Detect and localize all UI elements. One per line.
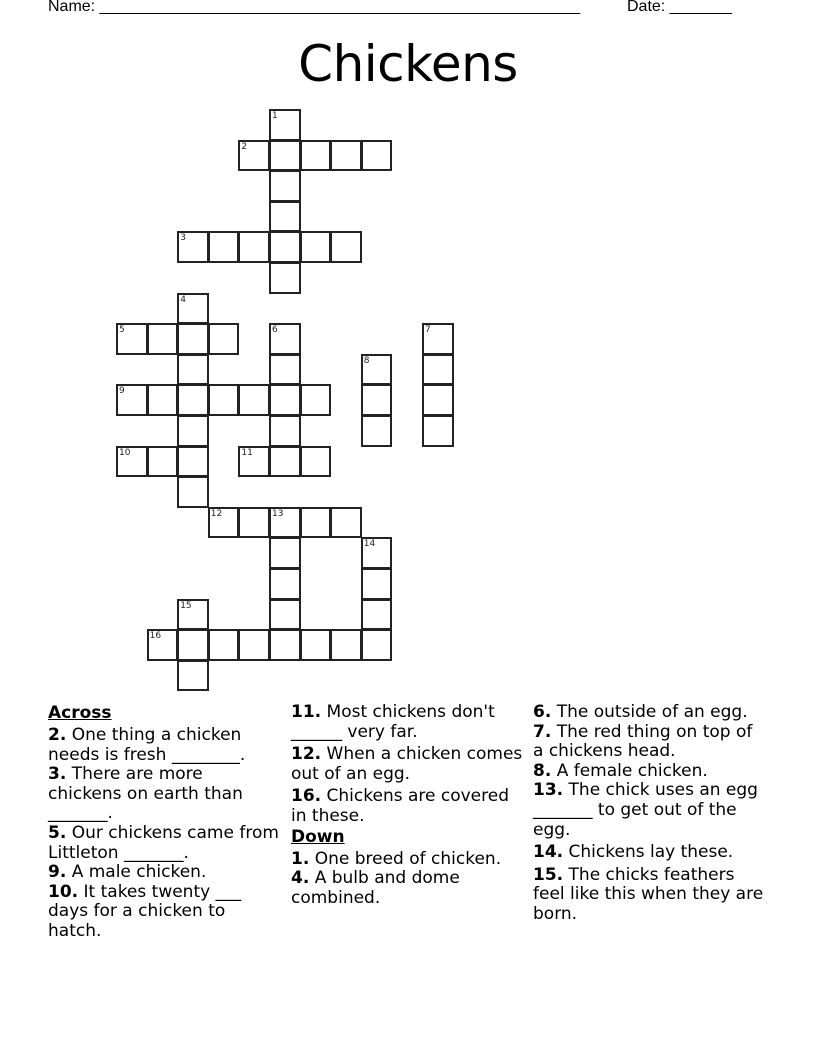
grid-cell[interactable] [177, 629, 209, 661]
grid-cell[interactable] [300, 384, 332, 416]
grid-cell[interactable] [177, 384, 209, 416]
clue-number: 12 [210, 508, 223, 519]
clue-down-13: 13. The chick uses an egg _______ to get out of the egg. [533, 780, 758, 840]
grid-cell[interactable] [147, 629, 179, 661]
grid-cell[interactable] [269, 140, 301, 172]
clue-across-11: 11. Most chickens don't ______ very far. [291, 702, 495, 742]
clue-down-1: 1. One breed of chicken. [291, 848, 502, 869]
grid-cell[interactable] [300, 231, 332, 263]
clue-across-3: 3. There are more chickens on earth than _______. [48, 764, 243, 824]
grid-cell[interactable] [147, 384, 179, 416]
across-heading: Across [48, 703, 112, 723]
grid-cell[interactable] [361, 537, 393, 569]
grid-cell[interactable] [208, 323, 240, 355]
clue-across-2: 2. One thing a chicken needs is fresh ________. [48, 725, 246, 765]
name-field-label[interactable]: Name: ______________________________________________________ [48, 0, 581, 15]
clue-number: 7 [425, 325, 431, 336]
grid-cell[interactable] [147, 446, 179, 478]
clues-column-1 [48, 703, 280, 942]
clue-number: 8 [363, 355, 370, 366]
grid-cell[interactable] [269, 537, 301, 569]
grid-cell[interactable] [177, 354, 209, 386]
grid-cell[interactable] [361, 354, 393, 386]
clue-down-15: 15. The chicks feathers feel like this when they are born. [533, 864, 764, 924]
grid-cell[interactable] [269, 384, 301, 416]
grid-cell[interactable] [361, 384, 393, 416]
clue-number: 9 [119, 386, 125, 397]
grid-cell[interactable] [238, 629, 270, 661]
grid-cell[interactable] [422, 384, 454, 416]
grid-cell[interactable] [269, 568, 301, 600]
clues-column-2 [291, 703, 523, 908]
grid-cell[interactable] [269, 262, 301, 294]
clue-down-7: 7. The red thing on top of a chickens head. [533, 721, 753, 762]
grid-cell[interactable] [238, 384, 270, 416]
grid-cell[interactable] [177, 323, 209, 355]
clue-down-14: 14. Chickens lay these. [533, 842, 734, 863]
grid-cell[interactable] [330, 231, 362, 263]
grid-cell[interactable] [238, 446, 270, 478]
clue-down-8: 8. A female chicken. [533, 760, 708, 781]
grid-cell[interactable] [269, 323, 301, 355]
clue-number: 2 [241, 141, 248, 152]
clue-across-5: 5. Our chickens came from Littleton _______. [48, 822, 279, 863]
grid-cell[interactable] [238, 140, 270, 172]
grid-cell[interactable] [330, 140, 362, 172]
clue-across-10: 10. It takes twenty ___ days for a chicken to hatch. [48, 881, 242, 941]
clue-across-9: 9. A male chicken. [48, 862, 207, 883]
grid-cell[interactable] [269, 446, 301, 478]
grid-cell[interactable] [300, 629, 332, 661]
grid-cell[interactable] [361, 568, 393, 600]
clue-number: 4 [180, 294, 186, 305]
grid-cell[interactable] [269, 109, 301, 141]
grid-cell[interactable] [269, 629, 301, 661]
grid-cell[interactable] [208, 507, 240, 539]
clue-across-16: 16. Chickens are covered in these. [291, 786, 510, 826]
grid-cell[interactable] [147, 323, 179, 355]
grid-cell[interactable] [300, 446, 332, 478]
clues-column-3 [533, 703, 765, 925]
clue-across-12: 12. When a chicken comes out of an egg. [291, 744, 523, 784]
clue-down-6: 6. The outside of an egg. [533, 702, 748, 722]
grid-cell[interactable] [177, 660, 209, 692]
clue-number: 1 [272, 111, 278, 121]
grid-cell[interactable] [208, 629, 240, 661]
grid-cell[interactable] [177, 415, 209, 447]
grid-cell[interactable] [116, 384, 148, 416]
grid-cell[interactable] [238, 231, 270, 263]
grid-cell[interactable] [300, 507, 332, 539]
grid-cell[interactable] [330, 629, 362, 661]
grid-cell[interactable] [269, 354, 301, 386]
grid-cell[interactable] [177, 293, 209, 325]
grid-cell[interactable] [361, 599, 393, 631]
grid-cell[interactable] [177, 231, 209, 263]
grid-cell[interactable] [269, 170, 301, 202]
grid-cell[interactable] [269, 231, 301, 263]
grid-cell[interactable] [422, 323, 454, 355]
grid-cell[interactable] [177, 446, 209, 478]
grid-cell[interactable] [361, 140, 393, 172]
grid-cell[interactable] [422, 354, 454, 386]
grid-cell[interactable] [116, 446, 148, 478]
clue-number: 3 [180, 233, 186, 244]
clue-number: 5 [119, 325, 125, 336]
date-field-label[interactable]: Date: _______ [627, 0, 732, 15]
grid-cell[interactable] [361, 415, 393, 447]
grid-cell[interactable] [208, 231, 240, 263]
grid-cell[interactable] [116, 323, 148, 355]
grid-cell[interactable] [300, 140, 332, 172]
clue-number: 11 [241, 447, 253, 458]
grid-cell[interactable] [208, 384, 240, 416]
down-heading: Down [291, 826, 345, 847]
clue-number: 16 [149, 631, 162, 642]
clue-number: 10 [119, 447, 131, 458]
clue-number: 13 [272, 508, 284, 519]
grid-cell[interactable] [330, 507, 362, 539]
clue-number: 6 [272, 325, 278, 336]
grid-cell[interactable] [269, 201, 301, 233]
grid-cell[interactable] [269, 599, 301, 631]
grid-cell[interactable] [269, 507, 301, 539]
clue-number: 15 [180, 600, 192, 611]
page-title: Chickens [298, 35, 518, 93]
grid-cell[interactable] [422, 415, 454, 447]
clue-number: 14 [363, 539, 376, 550]
grid-cell[interactable] [238, 507, 270, 539]
clue-down-4: 4. A bulb and dome combined. [291, 868, 460, 908]
grid-cell[interactable] [361, 629, 393, 661]
grid-cell[interactable] [269, 415, 301, 447]
grid-cell[interactable] [177, 476, 209, 508]
grid-cell[interactable] [177, 599, 209, 631]
